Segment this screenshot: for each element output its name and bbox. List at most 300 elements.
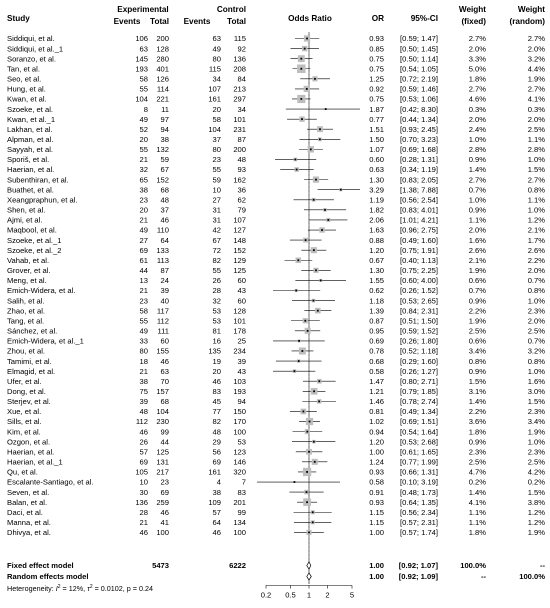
study-weight-fixed: 2.3% [468,447,486,457]
study-or: 1.82 [369,205,384,215]
study-name: Buathet, et al. [7,185,54,195]
study-or: 2.06 [369,215,384,225]
exp-events: 39 [139,397,148,407]
study-name: Siddiqui, et al. [7,34,55,44]
study-weight-fixed: 4.7% [468,467,486,477]
study-point [315,179,317,181]
study-weight-fixed: 1.8% [468,528,486,538]
exp-total: 128 [156,44,169,54]
study-weight-random: 1.5% [527,487,545,497]
ctrl-events: 58 [212,114,221,124]
study-name: Haerian, et al._1 [7,457,63,467]
exp-total: 46 [160,215,169,225]
study-point [318,400,320,402]
ctrl-total: 87 [237,135,246,144]
study-name: Sills, et al. [7,417,42,427]
study-weight-random: 0.8% [527,185,545,195]
study-ci: [0.56; 2.54] [400,195,438,205]
ctrl-events: 37 [212,135,221,144]
study-weight-random: 2.5% [527,124,545,134]
study-ci: [0.57; 1.74] [400,528,438,538]
study-point [305,239,307,241]
study-or: 0.77 [369,114,384,124]
study-name: Alpman, et al. [7,135,54,144]
study-weight-fixed: 2.8% [468,145,486,155]
exp-total: 69 [160,487,169,497]
exp-events: 104 [135,94,148,104]
study-weight-fixed: 1.9% [468,316,486,326]
random-model-ci: [0.92; 1.09] [398,572,438,581]
study-point [301,118,303,120]
study-or: 1.00 [369,528,384,538]
exp-events: 145 [135,54,148,64]
ctrl-events: 42 [212,225,221,235]
exp-total: 230 [156,417,169,427]
study-name: Zhao, et al. [7,306,45,316]
ctrl-total: 62 [237,195,246,205]
study-or: 1.18 [369,296,384,306]
study-name: Szoeke, et al._1 [7,235,62,245]
study-or: 0.62 [369,286,384,296]
study-point [318,380,320,382]
exp-events: 44 [139,266,148,276]
exp-events: 105 [135,467,148,477]
exp-events: 10 [139,477,148,487]
study-name: Grover, et al. [7,266,51,276]
ctrl-events: 19 [212,356,221,366]
study-point [313,441,315,443]
ctrl-events: 59 [212,175,221,185]
study-ci: [0.53; 1.06] [400,94,438,104]
study-or: 0.75 [369,54,384,64]
study-ci: [0.59; 1.46] [400,84,438,94]
study-point [306,38,308,40]
study-ci: [0.60; 4.00] [400,276,438,286]
ctrl-total: 34 [237,104,246,114]
study-name: Sterjev, et al. [7,397,51,407]
study-weight-random: 4.2% [527,467,545,477]
study-name: Seo, et al. [7,74,42,84]
study-weight-fixed: 4.1% [468,497,486,507]
study-weight-fixed: 2.7% [468,34,486,44]
study-name: Subenthiran, et al. [7,175,69,185]
ctrl-events: 27 [212,195,221,205]
exp-total: 37 [160,205,169,215]
exp-total: 110 [156,225,169,235]
study-name: Tang, et al. [7,316,45,326]
exp-total: 131 [156,457,169,467]
study-or: 0.88 [369,235,384,245]
study-point [304,48,306,50]
study-name: Lakhan, et al. [7,124,53,134]
ctrl-events: 20 [212,104,221,114]
study-or: 1.47 [369,376,384,386]
study-ci: [0.53; 2.65] [400,296,438,306]
study-or: 0.94 [369,427,384,437]
study-weight-fixed: 2.4% [468,124,486,134]
ctrl-total: 53 [237,437,246,447]
study-name: Balan, et al. [7,497,48,507]
exp-events: 18 [139,356,148,366]
study-name: Kim, et al. [7,427,41,437]
study-point [296,169,298,171]
study-point [315,269,317,271]
exp-events: 75 [139,387,148,396]
study-weight-random: 0.8% [527,286,545,296]
exp-events: 55 [139,84,148,94]
exp-total: 99 [160,427,169,437]
ctrl-total: 39 [237,356,246,366]
study-name: Siddiqui, et al._1 [7,44,64,54]
study-ci: [0.50; 1.45] [400,44,438,54]
study-or: 0.58 [369,366,384,376]
study-weight-random: 2.7% [527,175,545,185]
ctrl-events: 31 [212,205,221,215]
exp-events: 38 [139,376,148,386]
exp-events: 136 [135,497,148,507]
study-or: 1.15 [369,507,384,517]
exp-events: 23 [139,195,148,205]
study-name: Qu, et al. [7,467,38,477]
ctrl-total: 60 [237,276,246,286]
study-point [319,128,321,130]
study-weight-fixed: 0.7% [468,185,486,195]
study-weight-fixed: 1.0% [468,135,486,144]
exp-total: 125 [156,447,169,457]
study-weight-random: 1.9% [527,74,545,84]
study-or: 0.60 [369,155,384,165]
exp-events: 30 [139,487,148,497]
ctrl-events: 82 [212,417,221,427]
x-tick-label: 1 [306,590,312,600]
study-name: Soranzo, et al. [7,54,56,64]
study-or: 1.87 [369,104,384,114]
study-point [320,280,322,282]
exp-events: 46 [139,528,148,538]
study-weight-random: 1.1% [527,135,545,144]
study-weight-random: 1.2% [527,518,545,528]
study-weight-fixed: 2.2% [468,306,486,316]
study-weight-random: 2.0% [527,114,545,124]
study-ci: [0.83; 4.01] [400,205,438,215]
study-weight-fixed: 1.1% [468,215,486,225]
exp-events: 8 [143,104,148,114]
ctrl-events: 16 [212,336,221,346]
study-weight-random: 1.0% [527,296,545,306]
ctrl-total: 115 [233,34,246,44]
exp-events: 21 [139,155,148,165]
study-weight-random: 2.0% [527,44,545,54]
ctrl-events: 104 [208,124,221,134]
study-weight-fixed: 3.4% [468,346,486,356]
ctrl-events: 81 [212,326,221,336]
study-ci: [0.80; 2.71] [400,376,438,386]
study-name: Hung, et al. [7,84,46,94]
ctrl-total: 150 [233,407,246,417]
study-ci: [0.70; 3.23] [400,135,438,144]
ctrl-events: 53 [212,316,221,326]
ctrl-total: 84 [237,74,246,84]
study-name: Kwan, et al._1 [7,114,56,124]
study-weight-random: 2.3% [527,407,545,417]
study-ci: [0.42; 8.30] [400,104,438,114]
ctrl-events: 31 [212,215,221,225]
ctrl-events: 32 [212,296,221,306]
study-ci: [0.84; 2.31] [400,306,438,316]
study-name: Manna, et al. [7,518,51,528]
study-weight-random: 1.0% [527,205,545,215]
study-point [306,491,308,493]
exp-total: 23 [160,477,169,487]
ctrl-total: 129 [233,255,246,265]
study-ci: [0.79; 1.85] [400,387,438,396]
exp-total: 41 [160,518,169,528]
study-point [304,320,306,322]
exp-total: 40 [160,296,169,306]
study-ci: [0.54; 1.64] [400,427,438,437]
ctrl-events: 135 [208,346,221,356]
exp-events: 21 [139,518,148,528]
study-weight-fixed: 1.6% [468,235,486,245]
study-or: 1.51 [369,124,384,134]
header-weight-random: (random) [509,17,545,26]
study-weight-random: 1.5% [527,165,545,175]
study-point [321,229,323,231]
study-weight-fixed: 2.0% [468,114,486,124]
ctrl-total: 136 [233,54,246,64]
study-name: Sayyah, et al. [7,145,54,155]
header-weight-1: Weight [458,5,486,14]
study-ci: [0.50; 1.14] [400,54,438,64]
study-weight-fixed: 0.9% [468,155,486,165]
ctrl-total: 43 [237,286,246,296]
study-name: Ozgon, et al. [7,437,51,447]
ctrl-events: 4 [216,477,221,487]
study-weight-fixed: 2.5% [468,326,486,336]
study-point [301,350,303,352]
study-weight-fixed: 0.8% [468,356,486,366]
exp-events: 23 [139,296,148,306]
study-name: Tamimi, et al. [7,356,52,366]
ctrl-events: 80 [212,145,221,155]
study-point [317,310,319,312]
ctrl-events: 29 [212,437,221,447]
ctrl-events: 83 [212,387,221,396]
study-name: Daci, et al. [7,507,43,517]
study-point [300,58,302,60]
exp-total: 280 [156,54,169,64]
exp-total: 104 [156,407,169,417]
random-model-or: 1.00 [369,572,384,581]
exp-total: 48 [160,195,169,205]
random-model-weight-random: 100.0% [519,572,545,581]
study-point [313,249,315,251]
study-name: Szoeke, et al._2 [7,245,62,255]
exp-total: 133 [156,245,169,255]
study-name: Haerian, et al. [7,165,55,175]
fixed-model-exp-total: 5473 [152,561,169,570]
ctrl-total: 234 [233,346,246,356]
ctrl-events: 80 [212,54,221,64]
exp-events: 26 [139,437,148,447]
ctrl-events: 55 [212,266,221,276]
study-ci: [0.69; 1.68] [400,145,438,155]
study-ci: [0.61; 1.65] [400,447,438,457]
study-point [327,219,329,221]
study-ci: [0.83; 2.05] [400,175,438,185]
study-or: 0.63 [369,165,384,175]
study-point [300,98,302,100]
study-point [298,340,300,342]
exp-total: 97 [160,114,169,124]
study-weight-random: 2.6% [527,245,545,255]
exp-total: 24 [160,276,169,286]
study-ci: [0.93; 2.45] [400,124,438,134]
exp-events: 33 [139,336,148,346]
header-odds-ratio: Odds Ratio [288,14,332,23]
study-or: 1.25 [369,74,384,84]
exp-total: 112 [156,316,169,326]
study-weight-fixed: 1.0% [468,195,486,205]
study-point [324,209,326,211]
fixed-model-label: Fixed effect model [7,561,74,570]
study-weight-random: 3.8% [527,497,545,507]
exp-events: 28 [139,507,148,517]
study-weight-random: 1.2% [527,507,545,517]
study-point [340,189,342,191]
study-weight-random: 1.7% [527,235,545,245]
study-or: 1.07 [369,145,384,155]
exp-events: 20 [139,205,148,215]
study-weight-random: 1.6% [527,376,545,386]
study-point [306,471,308,473]
exp-total: 39 [160,286,169,296]
study-point [313,300,315,302]
study-point [294,159,296,161]
study-weight-fixed: 2.6% [468,245,486,255]
study-or: 1.20 [369,245,384,255]
header-or: OR [371,14,384,23]
study-ci: [0.75; 2.25] [400,266,438,276]
exp-total: 11 [161,104,169,114]
summary-rows [7,561,545,593]
study-or: 0.67 [369,255,384,265]
study-or: 1.15 [369,518,384,528]
exp-events: 46 [139,427,148,437]
study-weight-fixed: 4.6% [468,94,486,104]
study-or: 1.19 [369,195,384,205]
study-or: 1.39 [369,306,384,316]
study-weight-fixed: 1.1% [468,518,486,528]
study-point [313,390,315,392]
study-weight-fixed: 0.6% [468,336,486,346]
header-ctrl-total: Total [227,17,246,26]
fixed-model-or: 1.00 [369,561,384,570]
exp-events: 69 [139,245,148,255]
study-or: 1.50 [369,135,384,144]
study-or: 1.55 [369,276,384,286]
study-ci: [0.53; 2.68] [400,437,438,447]
study-ci: [1.38; 7.88] [400,185,438,195]
study-weight-fixed: 0.6% [468,276,486,286]
study-point [300,68,302,70]
study-point [325,108,327,110]
exp-total: 111 [157,326,169,336]
ctrl-total: 93 [237,165,246,175]
exp-total: 113 [156,255,169,265]
header-study: Study [7,14,30,23]
ctrl-events: 161 [208,467,221,477]
exp-events: 21 [139,366,148,376]
study-name: Dong, et al. [7,387,46,396]
ctrl-total: 297 [233,94,246,104]
study-ci: [0.52; 1.18] [400,346,438,356]
fixed-model-weight-fixed: 100.0% [460,561,486,570]
exp-total: 70 [160,376,169,386]
study-weight-random: 1.0% [527,437,545,447]
study-weight-random: 3.4% [527,417,545,427]
x-tick-label: 2 [325,590,330,600]
exp-total: 59 [160,155,169,165]
fixed-effect-diamond [307,562,311,569]
study-point [314,461,316,463]
study-weight-random: 3.2% [527,346,545,356]
study-ci: [0.26; 1.52] [400,286,438,296]
exp-total: 200 [156,34,169,44]
ctrl-total: 123 [233,447,246,457]
study-or: 0.92 [369,84,384,94]
study-name: Shen, et al. [7,205,46,215]
study-point [294,481,296,483]
random-model-weight-fixed: -- [480,572,486,581]
study-point [306,501,308,503]
ctrl-events: 48 [212,427,221,437]
study-weight-random: 1.9% [527,427,545,437]
study-name: Dhivya, et al. [7,528,51,538]
ctrl-events: 63 [212,34,221,44]
exp-events: 65 [139,175,148,185]
study-weight-fixed: 2.5% [468,457,486,467]
header-weight-fixed: (fixed) [461,17,486,26]
random-model-label: Random effects model [7,572,89,581]
ctrl-events: 46 [212,376,221,386]
ctrl-total: 83 [237,487,246,497]
exp-events: 69 [139,457,148,467]
study-or: 1.24 [369,457,384,467]
exp-total: 64 [160,235,169,245]
ctrl-events: 55 [212,165,221,175]
ctrl-events: 23 [212,155,221,165]
exp-total: 38 [160,135,169,144]
study-weight-random: 4.1% [527,94,545,104]
ctrl-total: 201 [233,497,246,507]
study-ci: [0.64; 1.35] [400,497,438,507]
study-weight-random: 0.3% [527,104,545,114]
study-weight-random: 0.7% [527,276,545,286]
exp-total: 132 [156,145,169,155]
study-weight-random: 1.5% [527,397,545,407]
study-point [294,370,296,372]
ctrl-total: 100 [233,427,246,437]
exp-events: 20 [139,135,148,144]
exp-total: 117 [156,306,169,316]
study-point [319,138,321,140]
study-weight-random: 1.9% [527,528,545,538]
ctrl-events: 82 [212,255,221,265]
study-or: 1.63 [369,225,384,235]
ctrl-total: 103 [233,376,246,386]
header-exp-total: Total [150,17,169,26]
